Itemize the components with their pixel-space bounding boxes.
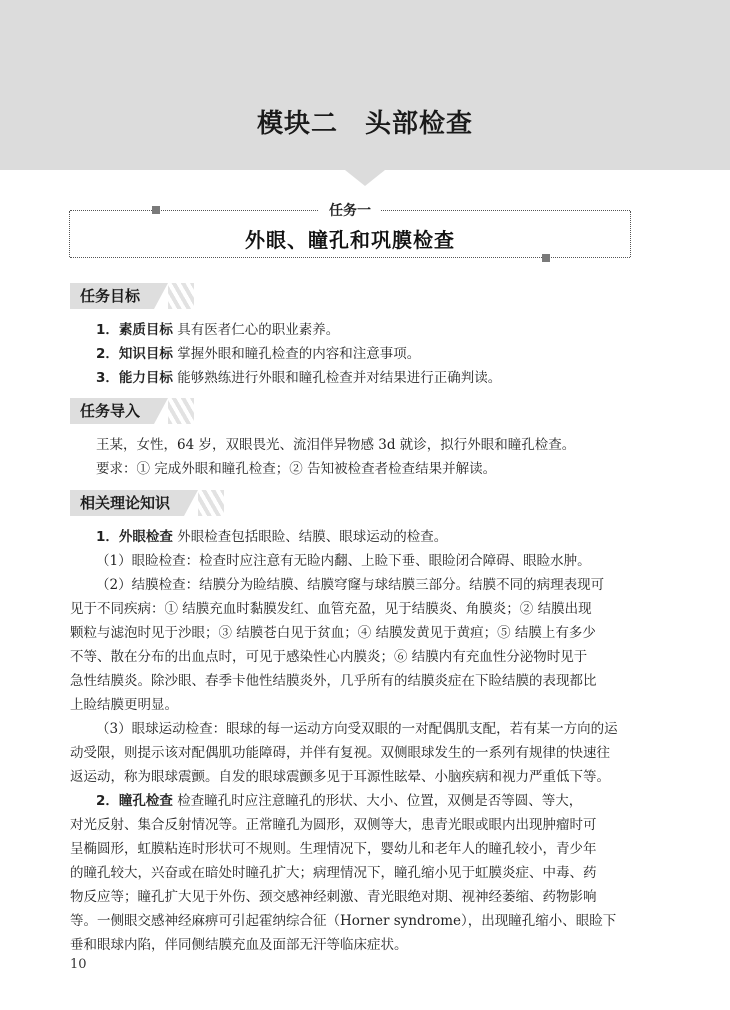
objective-text: 掌握外眼和瞳孔检查的内容和注意事项。: [177, 346, 421, 362]
theory-text: 检查瞳孔时应注意瞳孔的形状、大小、位置，双侧是否等圆、等大，: [177, 793, 583, 809]
task-title: 外眼、瞳孔和巩膜检查: [245, 228, 455, 252]
objective-text: 具有医者仁心的职业素养。: [177, 322, 340, 338]
theory-conjunctiva-line: （2）结膜检查：结膜分为睑结膜、结膜穹窿与球结膜三部分。结膜不同的病理表现可: [96, 577, 605, 593]
theory-pupil-line: 物反应等；瞳孔扩大见于外伤、颈交感神经刺激、青光眼绝对期、视神经萎缩、药物影响: [70, 889, 597, 905]
objective-item: [96, 342, 420, 362]
section-heading-label: 任务导入: [70, 398, 154, 424]
heading-stripes: [198, 490, 224, 516]
theory-pupil-line: 垂和眼球内陷，伴同侧结膜充血及面部无汗等临床症状。: [70, 937, 408, 953]
section-heading-introduction: [70, 398, 154, 424]
module-title: 模块二 头部检查: [256, 109, 473, 139]
theory-conjunctiva-line: 见于不同疾病：① 结膜充血时黏膜发红、血管充盈，见于结膜炎、角膜炎；② 结膜出现: [70, 601, 592, 617]
theory-eye-movement-line: （3）眼球运动检查：眼球的每一运动方向受双眼的一对配偶肌支配，若有某一方向的运: [96, 721, 618, 737]
theory-conjunctiva-line: 上睑结膜更明显。: [70, 697, 178, 713]
task-tag: 任务一: [319, 200, 381, 220]
heading-stripes: [168, 283, 194, 309]
section-heading-theory: [70, 490, 184, 516]
theory-conjunctiva-line: 不等、散在分布的出血点时，可见于感染性心内膜炎；⑥ 结膜内有充血性分泌物时见于: [70, 649, 588, 665]
theory-eyelid: （1）眼睑检查：检查时应注意有无睑内翻、上睑下垂、眼睑闭合障碍、眼睑水肿。: [96, 553, 591, 569]
objective-item: [96, 318, 339, 338]
objective-label: 3．能力目标: [96, 370, 173, 386]
decor-square-bottom: [542, 254, 550, 262]
objective-label: 1．素质目标: [96, 322, 173, 338]
theory-text: 外眼检查包括眼睑、结膜、眼球运动的检查。: [177, 529, 448, 545]
task-title-box: [70, 203, 630, 258]
intro-line: 要求：① 完成外眼和瞳孔检查；② 告知被检查者检查结果并解读。: [96, 461, 497, 477]
theory-conjunctiva-line: 急性结膜炎。除沙眼、春季卡他性结膜炎外，几乎所有的结膜炎症在下睑结膜的表现都比: [70, 673, 597, 689]
theory-eye-movement-line: 返运动，称为眼球震颤。自发的眼球震颤多见于耳源性眩晕、小脑疾病和视力严重低下等。: [70, 769, 610, 785]
theory-pupil-line: [96, 789, 582, 809]
theory-pupil-line: 等。一侧眼交感神经麻痹可引起霍纳综合征（Horner syndrome），出现瞳孔缩小、眼睑下: [70, 913, 617, 929]
section-heading-objectives: [70, 283, 154, 309]
objective-item: [96, 366, 501, 386]
theory-pupil-line: 呈椭圆形，虹膜粘连时形状可不规则。生理情况下，婴幼儿和老年人的瞳孔较小，青少年: [70, 841, 597, 857]
section-heading-label: 任务目标: [70, 283, 154, 309]
section-heading-label: 相关理论知识: [70, 490, 184, 516]
decor-square-top: [152, 206, 160, 214]
theory-pupil-line: 的瞳孔较大，兴奋或在暗处时瞳孔扩大；病理情况下，瞳孔缩小见于虹膜炎症、中毒、药: [70, 865, 597, 881]
objective-text: 能够熟练进行外眼和瞳孔检查并对结果进行正确判读。: [177, 370, 502, 386]
heading-stripes: [168, 398, 194, 424]
page-number: 10: [70, 957, 87, 972]
objective-label: 2．知识目标: [96, 346, 173, 362]
theory-label: 1．外眼检查: [96, 529, 173, 545]
header-notch: [345, 170, 385, 186]
theory-eye-movement-line: 动受限，则提示该对配偶肌功能障碍，并伴有复视。双侧眼球发生的一系列有规律的快速往: [70, 745, 610, 761]
theory-pupil-line: 对光反射、集合反射情况等。正常瞳孔为圆形，双侧等大，患青光眼或眼内出现肿瘤时可: [70, 817, 597, 833]
module-header-band: [0, 0, 730, 170]
intro-line: 王某，女性，64 岁，双眼畏光、流泪伴异物感 3d 就诊，拟行外眼和瞳孔检查。: [96, 437, 576, 453]
theory-label: 2．瞳孔检查: [96, 793, 173, 809]
theory-paragraph-1: [96, 525, 447, 545]
theory-conjunctiva-line: 颗粒与滤泡时见于沙眼；③ 结膜苍白见于贫血；④ 结膜发黄见于黄疸；⑤ 结膜上有多少: [70, 625, 596, 641]
